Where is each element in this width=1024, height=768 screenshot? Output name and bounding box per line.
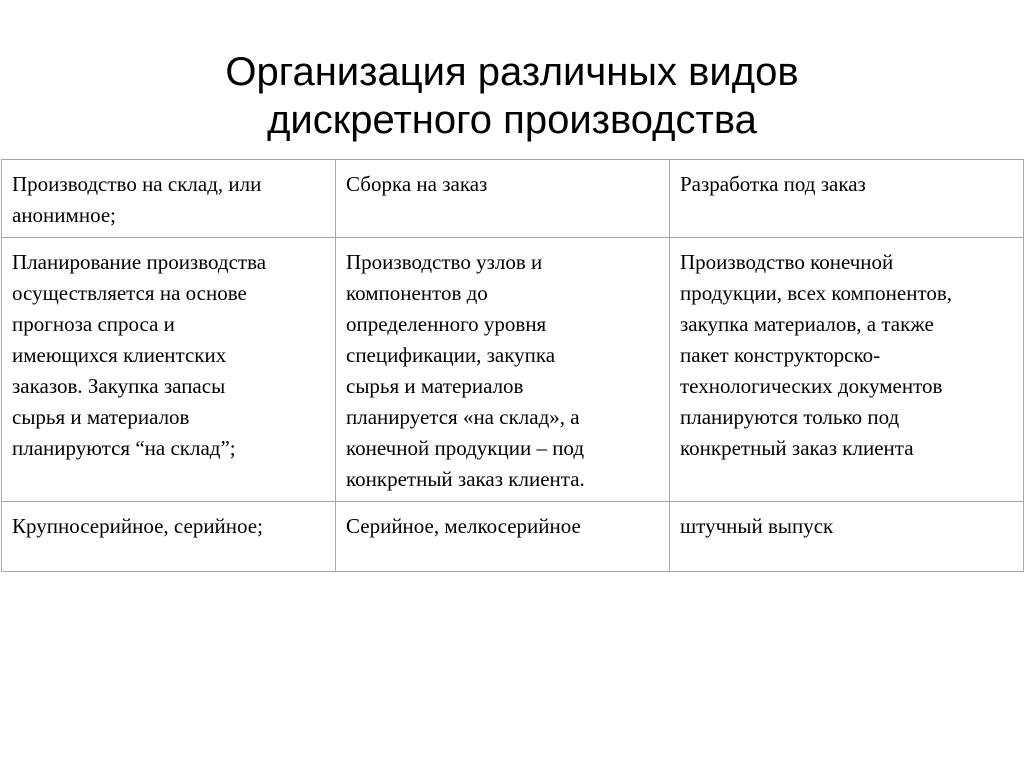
slide-title-line-2: дискретного производства — [267, 98, 757, 142]
table-row-production-mode — [2, 160, 1024, 238]
production-types-table — [1, 159, 1024, 572]
cell-text: Разработка под заказ — [680, 172, 866, 196]
table-cell-assemble-to-order-description — [336, 238, 670, 502]
table-cell-make-to-stock — [2, 160, 336, 238]
cell-text: Производство на склад, или анонимное; — [12, 172, 262, 227]
table-cell-assemble-to-order-scale — [336, 502, 670, 572]
cell-text: Производство узлов и компонентов до определенного уровня спецификации, закупка сырья и материалов планируется «на склад», а конечной продукции – под конкретный заказ клиента. — [346, 250, 585, 491]
table-cell-engineer-to-order-description — [670, 238, 1024, 502]
table-row-production-scale — [2, 502, 1024, 572]
cell-text: штучный выпуск — [680, 514, 834, 538]
cell-text: Сборка на заказ — [346, 172, 488, 196]
cell-text: Планирование производства осуществляется на основе прогноза спроса и имеющихся клиентских заказов. Закупка запасы сырья и материалов планируются “на склад”; — [12, 250, 267, 460]
cell-text: Крупносерийное, серийное; — [12, 514, 263, 538]
table-cell-make-to-stock-scale — [2, 502, 336, 572]
slide-title-line-1: Организация различных видов — [225, 50, 799, 94]
slide-title — [0, 48, 1024, 144]
table-cell-make-to-stock-description — [2, 238, 336, 502]
table-row-planning-description — [2, 238, 1024, 502]
cell-text: Производство конечной продукции, всех компонентов, закупка материалов, а также пакет конструкторско- технологических документов планируются только под конкретный заказ клиента — [680, 250, 953, 460]
table-cell-assemble-to-order — [336, 160, 670, 238]
table-cell-engineer-to-order-scale — [670, 502, 1024, 572]
cell-text: Серийное, мелкосерийное — [346, 514, 581, 538]
table-cell-engineer-to-order — [670, 160, 1024, 238]
